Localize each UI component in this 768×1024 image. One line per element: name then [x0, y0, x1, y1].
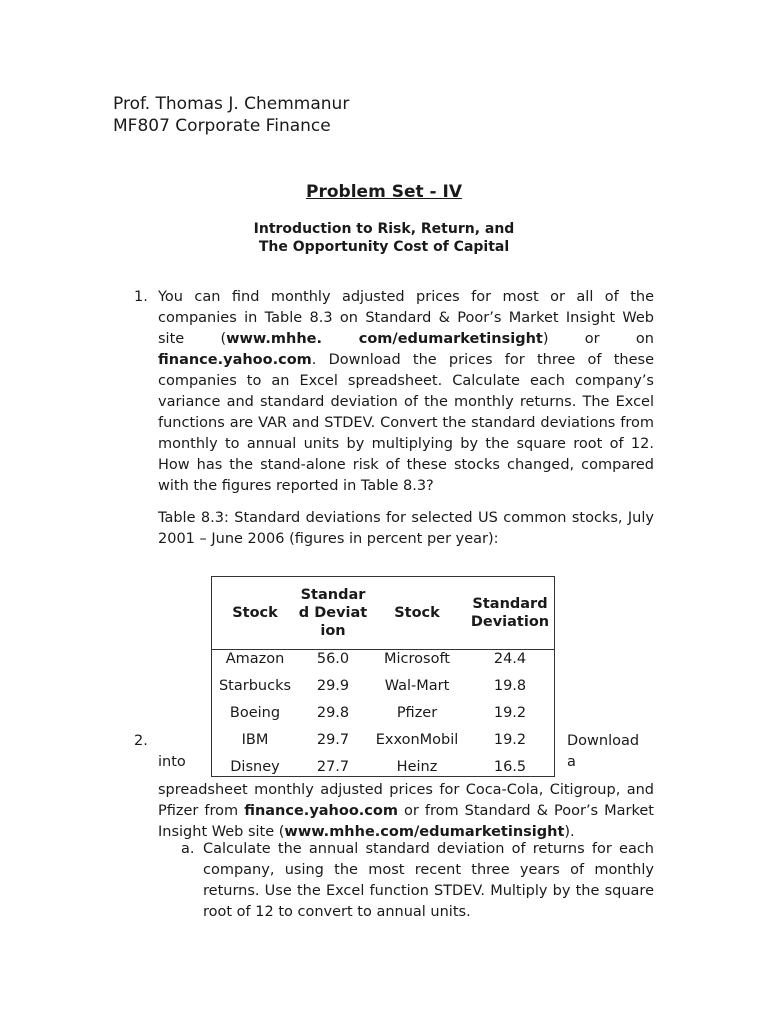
q2-fragment-right-2: a — [567, 754, 576, 770]
table-row — [212, 722, 555, 758]
cell-value: 16.5 — [493, 759, 527, 775]
subtitle-line-1: Introduction to Risk, Return, and — [253, 221, 515, 237]
q2-number: 2. — [134, 733, 148, 749]
q2-fragment-right-1: Download — [567, 733, 640, 749]
q2-link-2: www.mhhe.com/edumarketinsight — [284, 824, 565, 840]
header-std-dev-1: Standard Deviation — [298, 587, 368, 639]
cell-stock: Pfizer — [396, 705, 438, 721]
q2-text — [158, 780, 654, 843]
cell-stock: Heinz — [396, 759, 438, 775]
table-caption: Table 8.3: Standard deviations for selected US common stocks, July 2001 – June 2006 (figures in percent per year): — [158, 510, 654, 547]
cell-value: 27.7 — [316, 759, 350, 775]
q2-text-b: or from Standard & Poor’s Market Insight Web site ( — [158, 803, 654, 840]
q1-link-1: www.mhhe. com/edumarketinsight — [226, 331, 543, 347]
table-row — [212, 704, 555, 722]
q2a-text: Calculate the annual standard deviation of returns for each company, using the most recent three years of monthly returns. Use the Excel function STDEV. Multiply by the square root of 12 to convert to annual units. — [203, 841, 654, 920]
header-stock-2: Stock — [394, 605, 440, 621]
q2-fragment-left: into — [158, 754, 186, 770]
cell-value: 19.2 — [493, 705, 527, 721]
std-dev-table — [211, 576, 555, 777]
q2-text-a: spreadsheet monthly adjusted prices for Coca-Cola, Citigroup, and Pfizer from — [158, 782, 654, 819]
cell-value: 24.4 — [493, 651, 527, 667]
header-stock-1: Stock — [232, 605, 278, 621]
cell-value: 19.2 — [493, 732, 527, 748]
subtitle-line-2: The Opportunity Cost of Capital — [258, 239, 510, 255]
table-row — [212, 758, 555, 777]
q2-link-1: finance.yahoo.com — [244, 803, 398, 819]
q2a-label: a. — [181, 841, 195, 857]
cell-value: 19.8 — [493, 678, 527, 694]
page-title: Problem Set - IV — [306, 182, 462, 202]
cell-value: 29.9 — [316, 678, 350, 694]
cell-stock: Starbucks — [218, 678, 292, 694]
cell-stock: Boeing — [229, 705, 281, 721]
cell-stock: Wal-Mart — [384, 678, 450, 694]
q1-text-b: ) or on — [542, 331, 654, 347]
q1-link-2: finance.yahoo.com — [158, 352, 312, 368]
table-row — [212, 650, 555, 669]
cell-stock: ExxonMobil — [375, 732, 459, 748]
q1-text-c: . Download the prices for three of these companies to an Excel spreadsheet. Calculate each company’s variance and standard deviation of the monthly returns. The Excel functions are VAR and STDEV. Convert the standard deviations from monthly to annual units by multiplying by the square root of 12. How has the stand-alone risk of these stocks changed, compared with the figures reported in Table 8.3? — [158, 352, 654, 494]
cell-stock: Microsoft — [384, 651, 450, 667]
author-line: Prof. Thomas J. Chemmanur — [113, 94, 350, 114]
cell-stock: Amazon — [225, 651, 285, 667]
q1-text — [158, 287, 654, 497]
q1-number: 1. — [134, 289, 148, 305]
table-row — [212, 668, 555, 704]
cell-stock: IBM — [241, 732, 269, 748]
q1-text-a: You can find monthly adjusted prices for most or all of the companies in Table 8.3 on Standard & Poor’s Market Insight Web site ( — [158, 289, 654, 347]
cell-stock: Disney — [230, 759, 280, 775]
table-header-row — [212, 577, 555, 650]
course-line: MF807 Corporate Finance — [113, 116, 331, 136]
q2-text-c: ). — [564, 824, 575, 840]
header-std-dev-2: Standard Deviation — [470, 596, 550, 630]
cell-value: 29.8 — [316, 705, 350, 721]
cell-value: 29.7 — [316, 732, 350, 748]
cell-value: 56.0 — [316, 651, 350, 667]
subtitle — [0, 220, 768, 256]
